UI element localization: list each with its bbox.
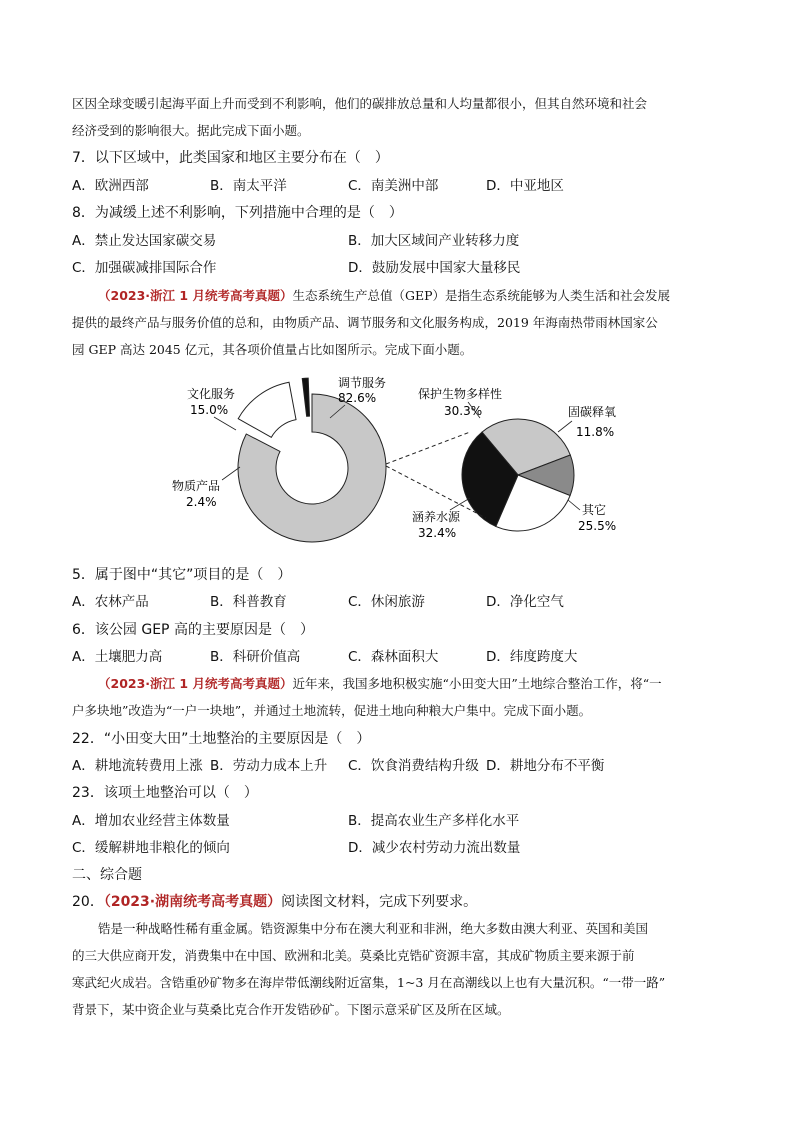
land-passage-line-2: 户多块地”改造为“一户一块地”，并通过土地流转，促进土地向种粮大户集中。完成下面小题。 xyxy=(72,703,592,718)
q6-option-b[interactable]: B．科研价值高 xyxy=(210,649,301,665)
question-6-stem: 6．该公园 GEP 高的主要原因是（ ） xyxy=(72,622,314,638)
label-material-value: 2.4% xyxy=(186,495,217,509)
section-title: 二、综合题 xyxy=(72,867,142,883)
label-carbon-name: 固碳释氧 xyxy=(568,405,617,419)
gep-passage-line-1 xyxy=(98,286,670,306)
label-regulation-value: 82.6% xyxy=(338,391,377,405)
question-20-header xyxy=(72,892,477,912)
leader-carbon xyxy=(558,421,572,432)
regulation-service-pie-chart xyxy=(462,419,574,531)
gep-passage-line-2: 提供的最终产品与服务价值的总和，由物质产品、调节服务和文化服务构成，2019 年海南热带雨林国家公 xyxy=(72,315,658,330)
q22-option-d[interactable]: D．耕地分布不平衡 xyxy=(486,758,605,774)
label-culture-name: 文化服务 xyxy=(187,387,236,401)
q20-number: 20． xyxy=(72,894,104,910)
q6-option-d[interactable]: D．纬度跨度大 xyxy=(486,649,578,665)
q20-paragraph-line-1: 锆是一种战略性稀有重金属。锆资源集中分布在澳大利亚和非洲，绝大多数由澳大利亚、英国和美国 xyxy=(98,921,649,936)
intro-line-1: 区因全球变暖引起海平面上升而受到不利影响，他们的碳排放总量和人均量都很小，但其自然环境和社会 xyxy=(72,96,648,111)
question-5-stem: 5．属于图中“其它”项目的是（ ） xyxy=(72,567,292,583)
label-other-name: 其它 xyxy=(582,503,607,517)
q22-option-a[interactable]: A．耕地流转费用上涨 xyxy=(72,758,203,774)
q8-option-d[interactable]: D．鼓励发展中国家大量移民 xyxy=(348,260,521,276)
question-23-stem: 23．该项土地整治可以（ ） xyxy=(72,785,258,801)
land-passage-line-1 xyxy=(98,674,662,694)
q7-option-c[interactable]: C．南美洲中部 xyxy=(348,178,439,194)
q20-paragraph-line-3: 寒武纪火成岩。含锆重砂矿物多在海岸带低潮线附近富集，1~3 月在高潮线以上也有大量沉积。“一带一路” xyxy=(72,975,666,990)
gep-passage-line-3: 园 GEP 高达 2045 亿元，其各项价值量占比如图所示。完成下面小题。 xyxy=(72,342,473,357)
q20-source-tag: （2023·湖南统考高考真题） xyxy=(103,894,282,910)
q23-option-a[interactable]: A．增加农业经营主体数量 xyxy=(72,813,230,829)
q22-option-b[interactable]: B．劳动力成本上升 xyxy=(210,758,328,774)
leader-other xyxy=(568,500,580,510)
label-regulation-name: 调节服务 xyxy=(338,376,387,390)
q7-option-b[interactable]: B．南太平洋 xyxy=(210,178,287,194)
q8-option-c[interactable]: C．加强碳减排国际合作 xyxy=(72,260,217,276)
q20-stem: 阅读图文材料，完成下列要求。 xyxy=(281,894,478,910)
gep-value-chart xyxy=(0,360,794,560)
q5-option-b[interactable]: B．科普教育 xyxy=(210,594,287,610)
land-text-1: 近年来，我国多地积极实施“小田变大田”土地综合整治工作，将“一 xyxy=(292,676,662,691)
label-culture-value: 15.0% xyxy=(190,403,229,417)
q6-option-a[interactable]: A．土壤肥力高 xyxy=(72,649,163,665)
gep-source-tag: （2023·浙江 1 月统考高考真题） xyxy=(98,288,293,303)
label-other-value: 25.5% xyxy=(578,519,617,533)
intro-line-2: 经济受到的影响很大。据此完成下面小题。 xyxy=(72,123,310,138)
q8-option-b[interactable]: B．加大区域间产业转移力度 xyxy=(348,233,520,249)
q6-option-c[interactable]: C．森林面积大 xyxy=(348,649,439,665)
label-carbon-value: 11.8% xyxy=(576,425,615,439)
q22-option-c[interactable]: C．饮食消费结构升级 xyxy=(348,758,479,774)
label-material-name: 物质产品 xyxy=(172,479,221,493)
land-source-tag: （2023·浙江 1 月统考高考真题） xyxy=(98,676,293,691)
q23-option-d[interactable]: D．减少农村劳动力流出数量 xyxy=(348,840,521,856)
q20-paragraph-line-4: 背景下，某中资企业与莫桑比克合作开发锆砂矿。下图示意采矿区及所在区域。 xyxy=(72,1002,510,1017)
connector-line-top xyxy=(386,432,470,464)
label-water-name: 涵养水源 xyxy=(412,510,461,524)
q5-option-c[interactable]: C．休闲旅游 xyxy=(348,594,425,610)
question-22-stem: 22．“小田变大田”土地整治的主要原因是（ ） xyxy=(72,731,371,747)
donut-slice-1 xyxy=(238,382,296,437)
q8-option-a[interactable]: A．禁止发达国家碳交易 xyxy=(72,233,217,249)
label-water-value: 32.4% xyxy=(418,526,457,540)
question-7-stem: 7．以下区域中，此类国家和地区主要分布在（ ） xyxy=(72,150,389,166)
donut-slice-2 xyxy=(302,378,309,416)
q23-option-b[interactable]: B．提高农业生产多样化水平 xyxy=(348,813,520,829)
leader-material xyxy=(222,467,240,480)
q20-paragraph-line-2: 的三大供应商开发，消费集中在中国、欧洲和北美。莫桑比克锆矿资源丰富，其成矿物质主要来源于前 xyxy=(72,948,635,963)
gep-text-1: 生态系统生产总值（GEP）是指生态系统能够为人类生活和社会发展 xyxy=(292,288,670,303)
q5-option-d[interactable]: D．净化空气 xyxy=(486,594,564,610)
q7-option-a[interactable]: A．欧洲西部 xyxy=(72,178,149,194)
label-biodiversity-name: 保护生物多样性 xyxy=(418,387,503,401)
question-8-stem: 8．为减缓上述不利影响，下列措施中合理的是（ ） xyxy=(72,205,403,221)
q23-option-c[interactable]: C．缓解耕地非粮化的倾向 xyxy=(72,840,230,856)
q5-option-a[interactable]: A．农林产品 xyxy=(72,594,149,610)
label-biodiversity-value: 30.3% xyxy=(444,404,483,418)
leader-culture xyxy=(214,417,236,430)
q7-option-d[interactable]: D．中亚地区 xyxy=(486,178,564,194)
